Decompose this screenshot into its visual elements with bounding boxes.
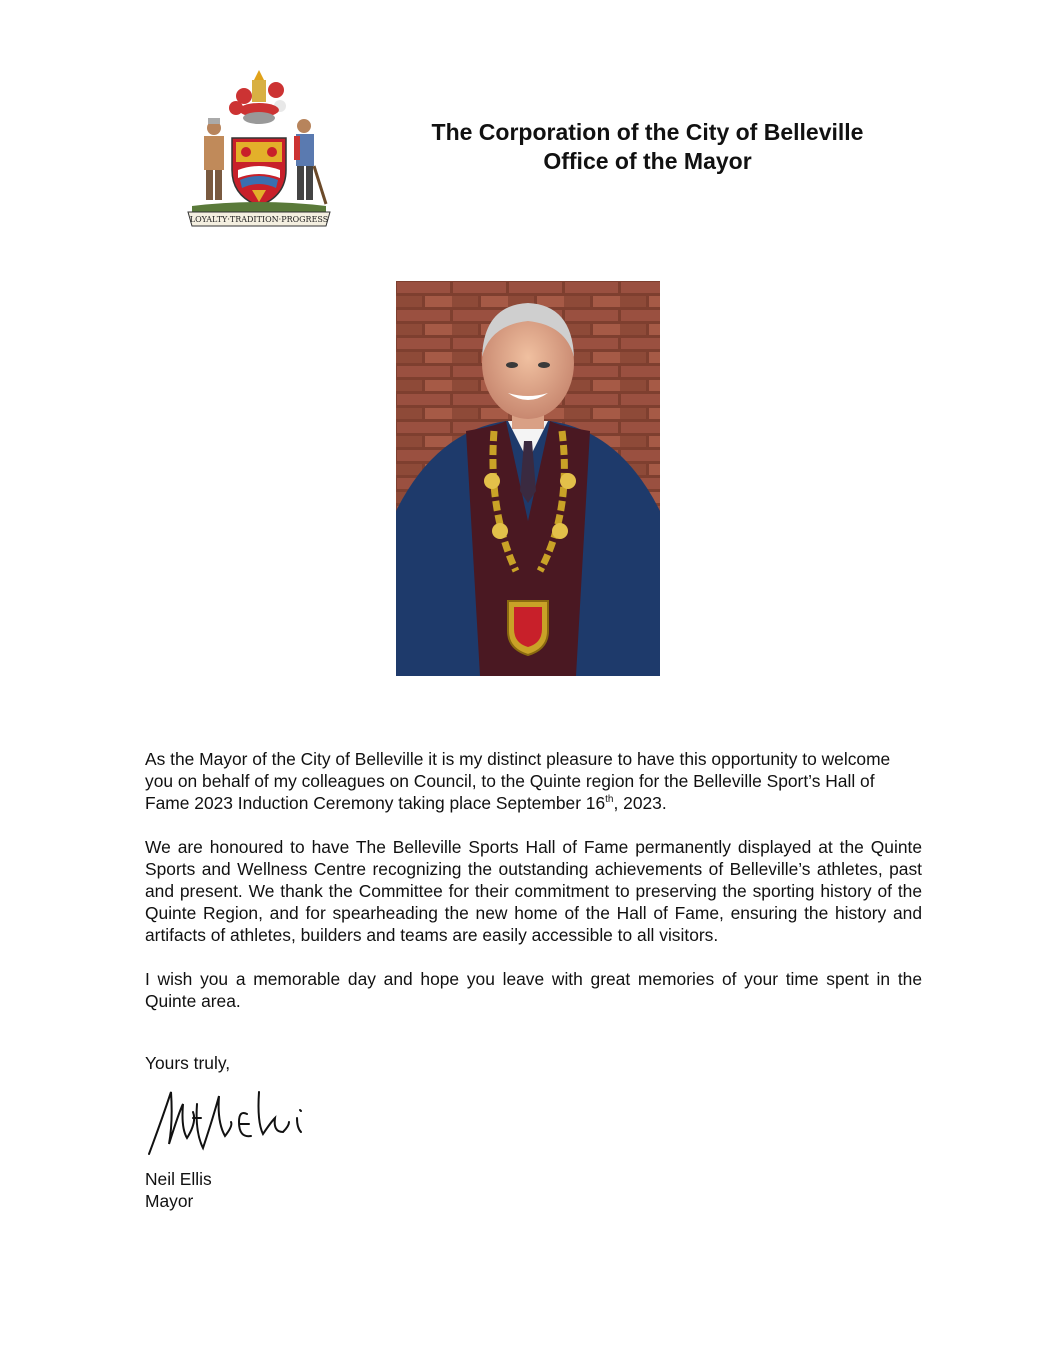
letterhead-title xyxy=(400,118,895,176)
letter-closing: Yours truly, xyxy=(145,1053,231,1073)
handwritten-signature xyxy=(143,1082,318,1162)
city-crest xyxy=(184,66,334,232)
mayor-portrait xyxy=(396,281,660,676)
signer-title: Mayor xyxy=(145,1191,194,1211)
signature-block xyxy=(145,1168,212,1212)
paragraph-2: We are honoured to have The Belleville Sports Hall of Fame permanently displayed at the Quinte Sports and Wellness Centre recognizing the outstanding achievements of Belleville’s athletes, past and present. We thank the Committee for their commitment to preserving the sporting history of the Quinte Region, and for spearheading the new home of the Hall of Fame, ensuring the history and artifacts of athletes, builders and teams are easily accessible to all visitors. xyxy=(145,837,922,945)
city-crest-icon xyxy=(184,66,334,232)
svg-text:LOYALTY·TRADITION·PROGRESS: LOYALTY·TRADITION·PROGRESS xyxy=(189,215,329,224)
paragraph-3: I wish you a memorable day and hope you leave with great memories of your time spent in the Quinte area. xyxy=(145,969,922,1011)
paragraph-1: As the Mayor of the City of Belleville it is my distinct pleasure to have this opportunity to welcome you on behalf of my colleagues on Council, to the Quinte region for the Belleville Sport’s Hall of Fame 2023 Induction Ceremony taking place September 16th, 2023. xyxy=(145,749,891,813)
office-name: Office of the Mayor xyxy=(543,148,752,174)
letter-body xyxy=(145,748,922,1034)
corporation-name: The Corporation of the City of Belleville xyxy=(431,119,864,145)
signer-name: Neil Ellis xyxy=(145,1169,212,1189)
